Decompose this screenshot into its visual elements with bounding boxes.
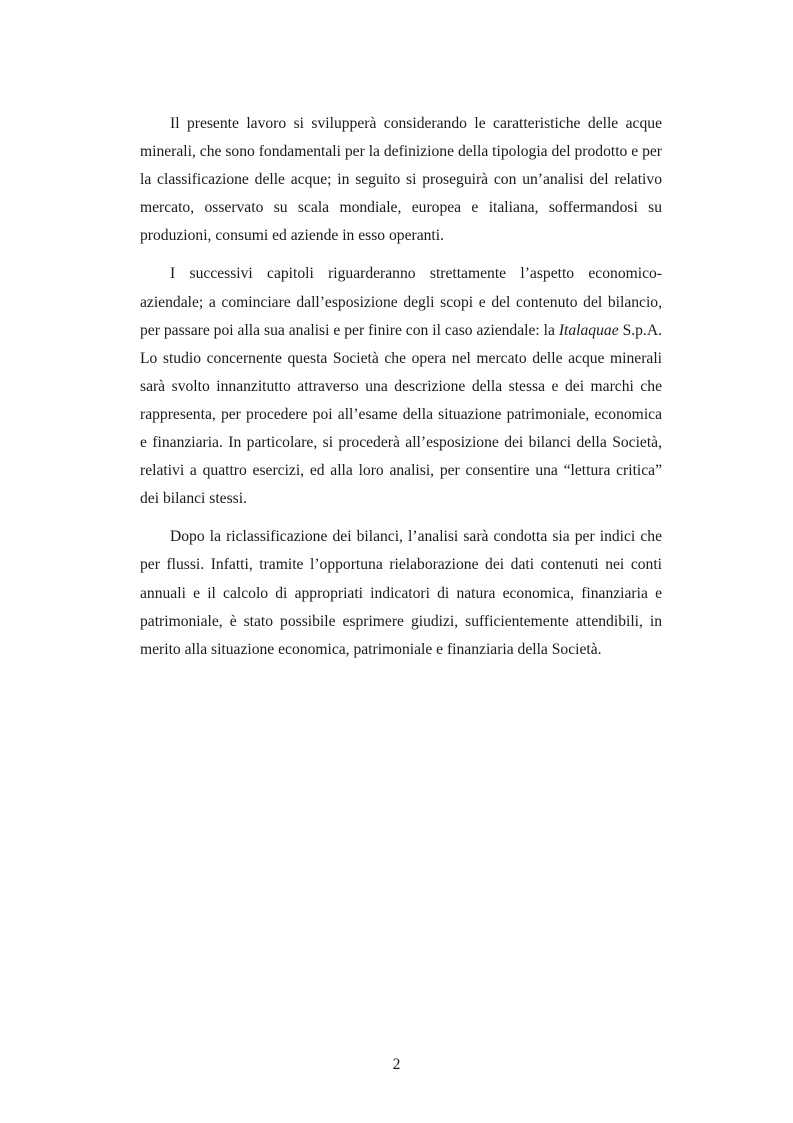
paragraph-chapters-text-after: S.p.A. Lo studio concernente questa Società che opera nel mercato delle acque minerali sarà svolto innanzitutto attraverso una descrizione della stessa e dei marchi che rappresenta, per procedere poi all’esame della situazione patrimoniale, economica e finanziaria. In particolare, si procederà all’esposizione dei bilanci della Società, relativi a quattro esercizi, ed alla loro analisi, per consentire una “lettura critica” dei bilanci stessi. xyxy=(140,321,662,508)
paragraph-intro: Il presente lavoro si svilupperà considerando le caratteristiche delle acque minerali, che sono fondamentali per la definizione della tipologia del prodotto e per la classificazione delle acque; in seguito si proseguirà con un’analisi del relativo mercato, osservato su scala mondiale, europea e italiana, soffermandosi su produzioni, consumi ed aziende in esso operanti. xyxy=(140,115,662,245)
company-name: Italaquae xyxy=(558,321,619,339)
body-text xyxy=(140,110,662,674)
paragraph-analysis: Dopo la riclassificazione dei bilanci, l’analisi sarà condotta sia per indici che per flussi. Infatti, tramite l’opportuna rielaborazione dei dati contenuti nei conti annuali e il calcolo di appropriati indicatori di natura economica, finanziaria e patrimoniale, è stato possibile esprimere giudizi, sufficientemente attendibili, in merito alla situazione economica, patrimoniale e finanziaria della Società. xyxy=(140,528,662,658)
paragraph-chapters-text-before: I successivi capitoli riguarderanno strettamente l’aspetto economico-aziendale; a cominciare dall’esposizione degli scopi e del contenuto del bilancio, per passare poi alla sua analisi e per finire con il caso aziendale: la xyxy=(140,265,662,339)
paragraph-chapters xyxy=(140,260,662,513)
page-number: 2 xyxy=(392,1056,401,1073)
